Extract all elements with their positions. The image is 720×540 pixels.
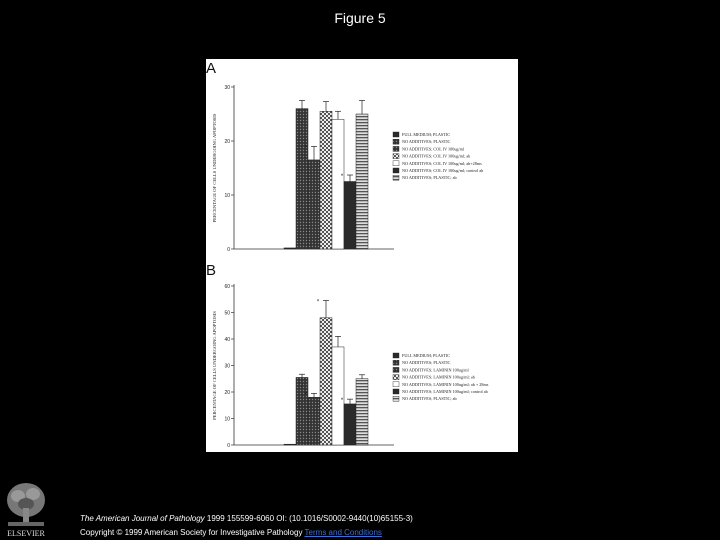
y-tick-label: 40 bbox=[224, 337, 230, 343]
journal-name: The American Journal of Pathology bbox=[80, 514, 205, 523]
y-tick-label: 10 bbox=[224, 193, 230, 199]
bar bbox=[332, 119, 344, 249]
legend-swatch bbox=[393, 396, 399, 401]
elsevier-tree-icon bbox=[4, 478, 48, 538]
legend-entry: NO ADDITIVES; PLASTIC; ab bbox=[402, 396, 457, 402]
y-tick-label: 20 bbox=[224, 390, 230, 396]
bar bbox=[296, 109, 308, 249]
bar bbox=[332, 347, 344, 445]
y-tick-label: 50 bbox=[224, 310, 230, 317]
legend-entry: NO ADDITIVES; COL IV 100ug/ml; control ab bbox=[402, 168, 484, 173]
legend-entry: NO ADDITIVES; COL IV 100ug/ml; ab+28ms bbox=[402, 160, 482, 166]
legend-entry: NO ADDITIVES; LAMININ 100ug/ml; ab bbox=[402, 374, 475, 380]
y-axis-label: PERCENTAGE OF CELLS UNDERGOING APOPTOSIS bbox=[212, 311, 217, 420]
bar bbox=[308, 397, 320, 445]
y-tick-label: 0 bbox=[227, 443, 230, 449]
bar bbox=[344, 182, 356, 250]
legend-entry: NO ADDITIVES; LAMININ 100ug/ml bbox=[402, 367, 469, 373]
significance-marker: * bbox=[316, 299, 320, 306]
significance-marker: * bbox=[304, 392, 308, 399]
citation bbox=[80, 514, 413, 523]
y-tick-label: 60 bbox=[224, 284, 230, 290]
page-title: Figure 5 bbox=[334, 10, 386, 26]
legend-swatch bbox=[393, 168, 399, 173]
terms-link[interactable]: Terms and Conditions bbox=[304, 528, 382, 537]
y-tick-label: 30 bbox=[224, 85, 230, 91]
bar bbox=[284, 444, 296, 445]
legend-entry: NO ADDITIVES; PLASTIC bbox=[402, 139, 451, 145]
citation-details: 1999 155599-6060 OI: (10.1016/S0002-9440(10)65155-3) bbox=[204, 514, 413, 523]
copyright-line bbox=[80, 528, 382, 537]
y-tick-label: 10 bbox=[224, 416, 230, 423]
legend-entry: NO ADDITIVES; LAMININ 100ug/ml; ab + 28ms bbox=[402, 381, 489, 387]
legend-swatch bbox=[393, 132, 399, 137]
significance-marker: * bbox=[340, 174, 344, 181]
legend-swatch bbox=[393, 353, 399, 358]
figure-svg bbox=[206, 59, 518, 452]
significance-marker: * bbox=[340, 398, 344, 405]
legend-swatch bbox=[393, 382, 399, 387]
legend-swatch bbox=[393, 146, 399, 151]
y-tick-label: 20 bbox=[224, 139, 230, 145]
bar bbox=[356, 379, 368, 445]
bar bbox=[284, 248, 296, 249]
legend-swatch bbox=[393, 175, 399, 180]
significance-marker: * bbox=[304, 145, 308, 152]
legend-entry: NO ADDITIVES; PLASTIC; ab bbox=[402, 175, 457, 181]
chart-panel-a bbox=[206, 60, 483, 253]
legend-swatch bbox=[393, 375, 399, 380]
bar bbox=[356, 114, 368, 249]
y-tick-label: 30 bbox=[224, 363, 230, 370]
copyright-text: Copyright © 1999 American Society for Investigative Pathology bbox=[80, 528, 305, 537]
legend-entry: NO ADDITIVES; LAMININ 100ug/ml; control ab bbox=[402, 389, 488, 394]
legend-swatch bbox=[393, 367, 399, 372]
y-tick-label: 0 bbox=[227, 247, 230, 253]
y-axis-label: PERCENTAGE OF CELLS UNDERGOING APOPTOSIS bbox=[212, 113, 217, 223]
legend-swatch bbox=[393, 360, 399, 365]
figure-panel bbox=[206, 59, 518, 452]
legend-entry: FULL MEDIUM; PLASTIC bbox=[402, 353, 451, 358]
bar bbox=[308, 160, 320, 249]
legend-entry: NO ADDITIVES; COL IV 100ug/ml bbox=[402, 146, 465, 152]
bar bbox=[344, 404, 356, 445]
legend-entry: FULL MEDIUM; PLASTIC bbox=[402, 132, 451, 137]
legend-swatch bbox=[393, 389, 399, 394]
panel-label: A bbox=[206, 60, 217, 77]
logo-text: ELSEVIER bbox=[7, 529, 45, 538]
legend-entry: NO ADDITIVES; COL IV 100ug/ml; ab bbox=[402, 153, 471, 159]
panel-label: B bbox=[206, 262, 217, 279]
significance-marker: * bbox=[328, 335, 332, 342]
bar bbox=[296, 377, 308, 445]
legend-swatch bbox=[393, 161, 399, 166]
chart-panel-b bbox=[206, 262, 489, 449]
legend-entry: NO ADDITIVES; PLASTIC bbox=[402, 360, 451, 366]
legend-swatch bbox=[393, 154, 399, 159]
legend-swatch bbox=[393, 139, 399, 144]
bar bbox=[320, 111, 332, 249]
